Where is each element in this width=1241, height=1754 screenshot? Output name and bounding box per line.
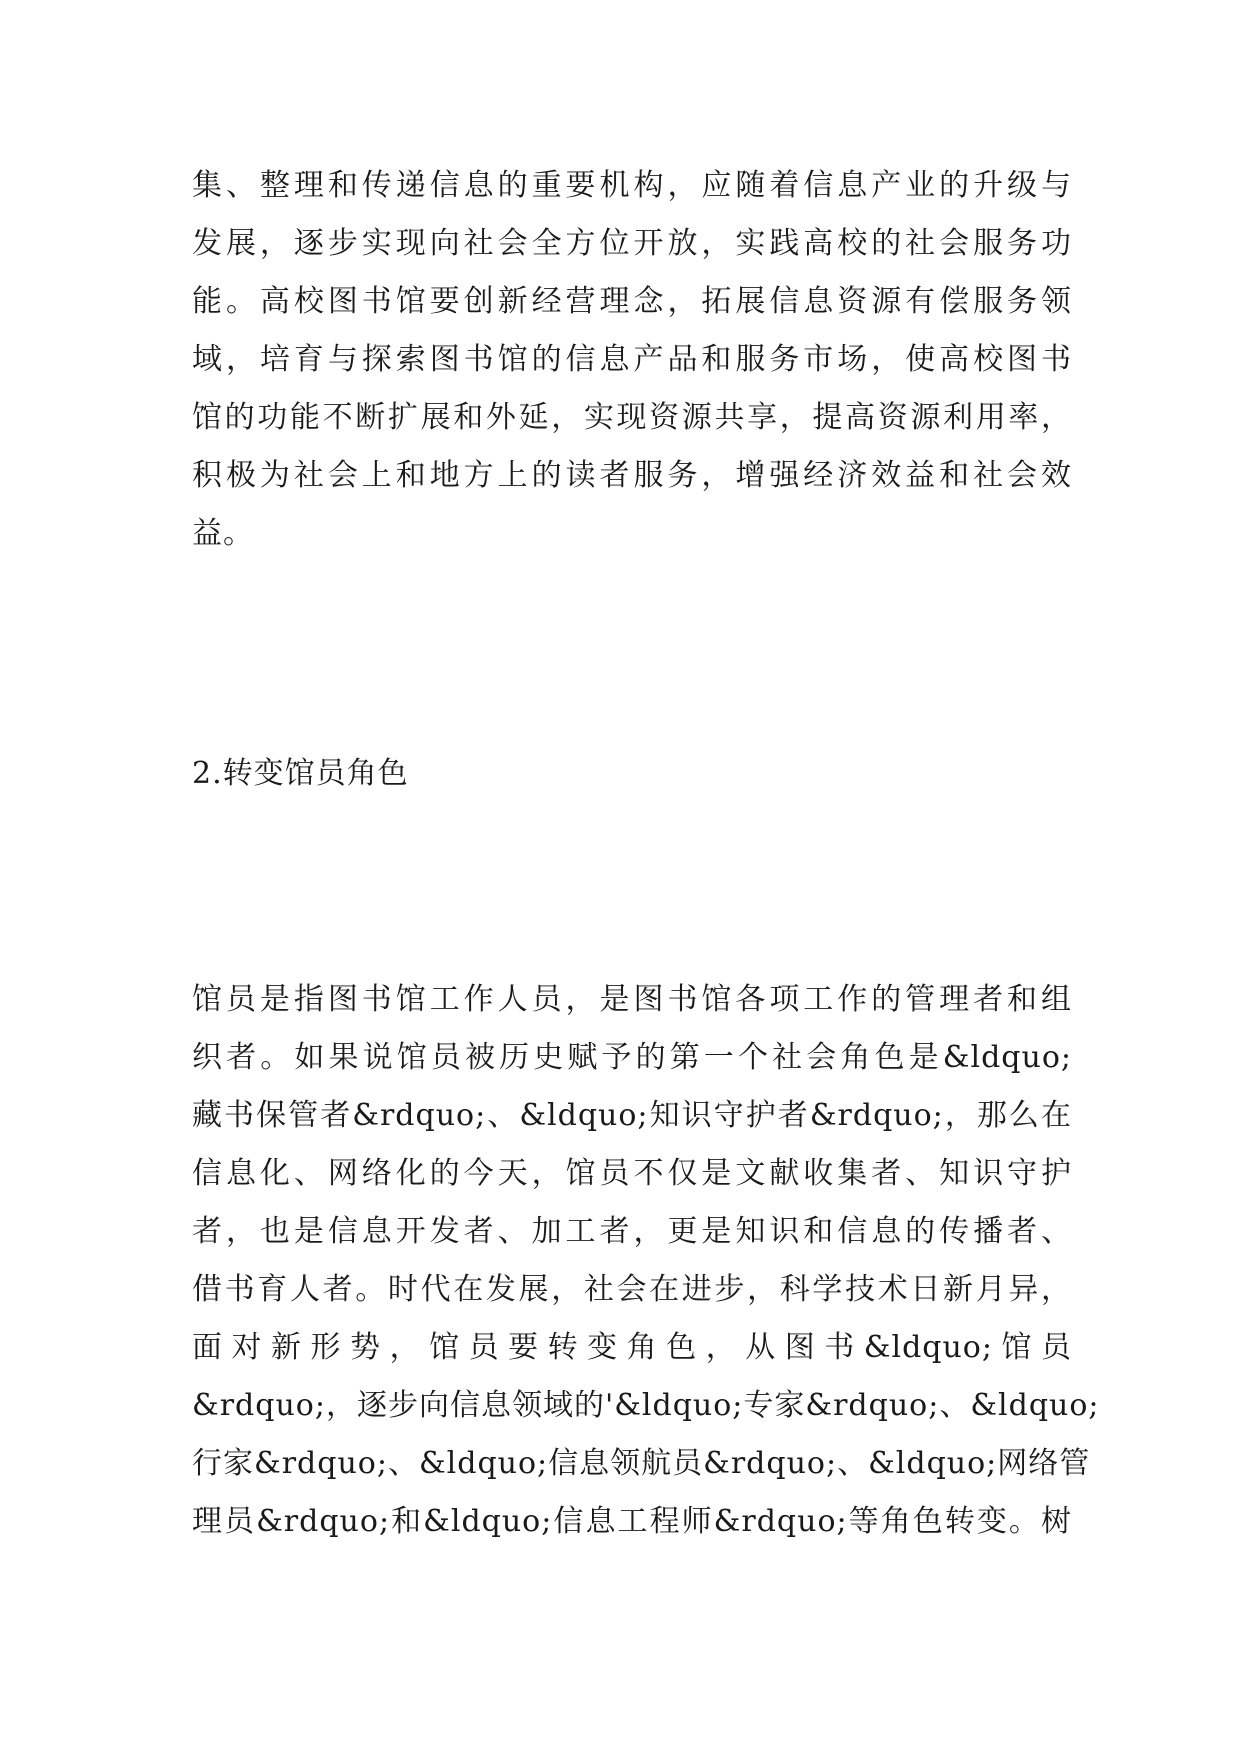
paragraph-line: 域，培育与探索图书馆的信息产品和服务市场，使高校图书	[192, 342, 1072, 377]
paragraph-line: 馆员是指图书馆工作人员，是图书馆各项工作的管理者和组	[192, 982, 1072, 1017]
section-heading: 2.转变馆员角色	[192, 756, 409, 791]
paragraph-line: 面对新形势，馆员要转变角色，从图书&ldquo;馆员	[192, 1330, 1072, 1365]
paragraph-line: 织者。如果说馆员被历史赋予的第一个社会角色是&ldquo;	[192, 1040, 1072, 1075]
paragraph-line: 发展，逐步实现向社会全方位开放，实践高校的社会服务功	[192, 226, 1072, 261]
paragraph-line: &rdquo;，逐步向信息领域的'&ldquo;专家&rdquo;、&ldquo;	[192, 1388, 1100, 1423]
paragraph-line: 藏书保管者&rdquo;、&ldquo;知识守护者&rdquo;，那么在	[192, 1098, 1072, 1133]
paragraph-line: 馆的功能不断扩展和外延，实现资源共享，提高资源利用率，	[192, 400, 1072, 435]
paragraph-line: 集、整理和传递信息的重要机构，应随着信息产业的升级与	[192, 168, 1072, 203]
paragraph-line: 行家&rdquo;、&ldquo;信息领航员&rdquo;、&ldquo;网络管	[192, 1446, 1091, 1481]
paragraph-line: 益。	[192, 516, 254, 551]
paragraph-line: 能。高校图书馆要创新经营理念，拓展信息资源有偿服务领	[192, 284, 1072, 319]
paragraph-line: 者，也是信息开发者、加工者，更是知识和信息的传播者、	[192, 1214, 1072, 1249]
paragraph-line: 理员&rdquo;和&ldquo;信息工程师&rdquo;等角色转变。树	[192, 1504, 1072, 1539]
paragraph-line: 积极为社会上和地方上的读者服务，增强经济效益和社会效	[192, 458, 1072, 493]
paragraph-line: 信息化、网络化的今天，馆员不仅是文献收集者、知识守护	[192, 1156, 1072, 1191]
paragraph-line: 借书育人者。时代在发展，社会在进步，科学技术日新月异，	[192, 1272, 1072, 1307]
